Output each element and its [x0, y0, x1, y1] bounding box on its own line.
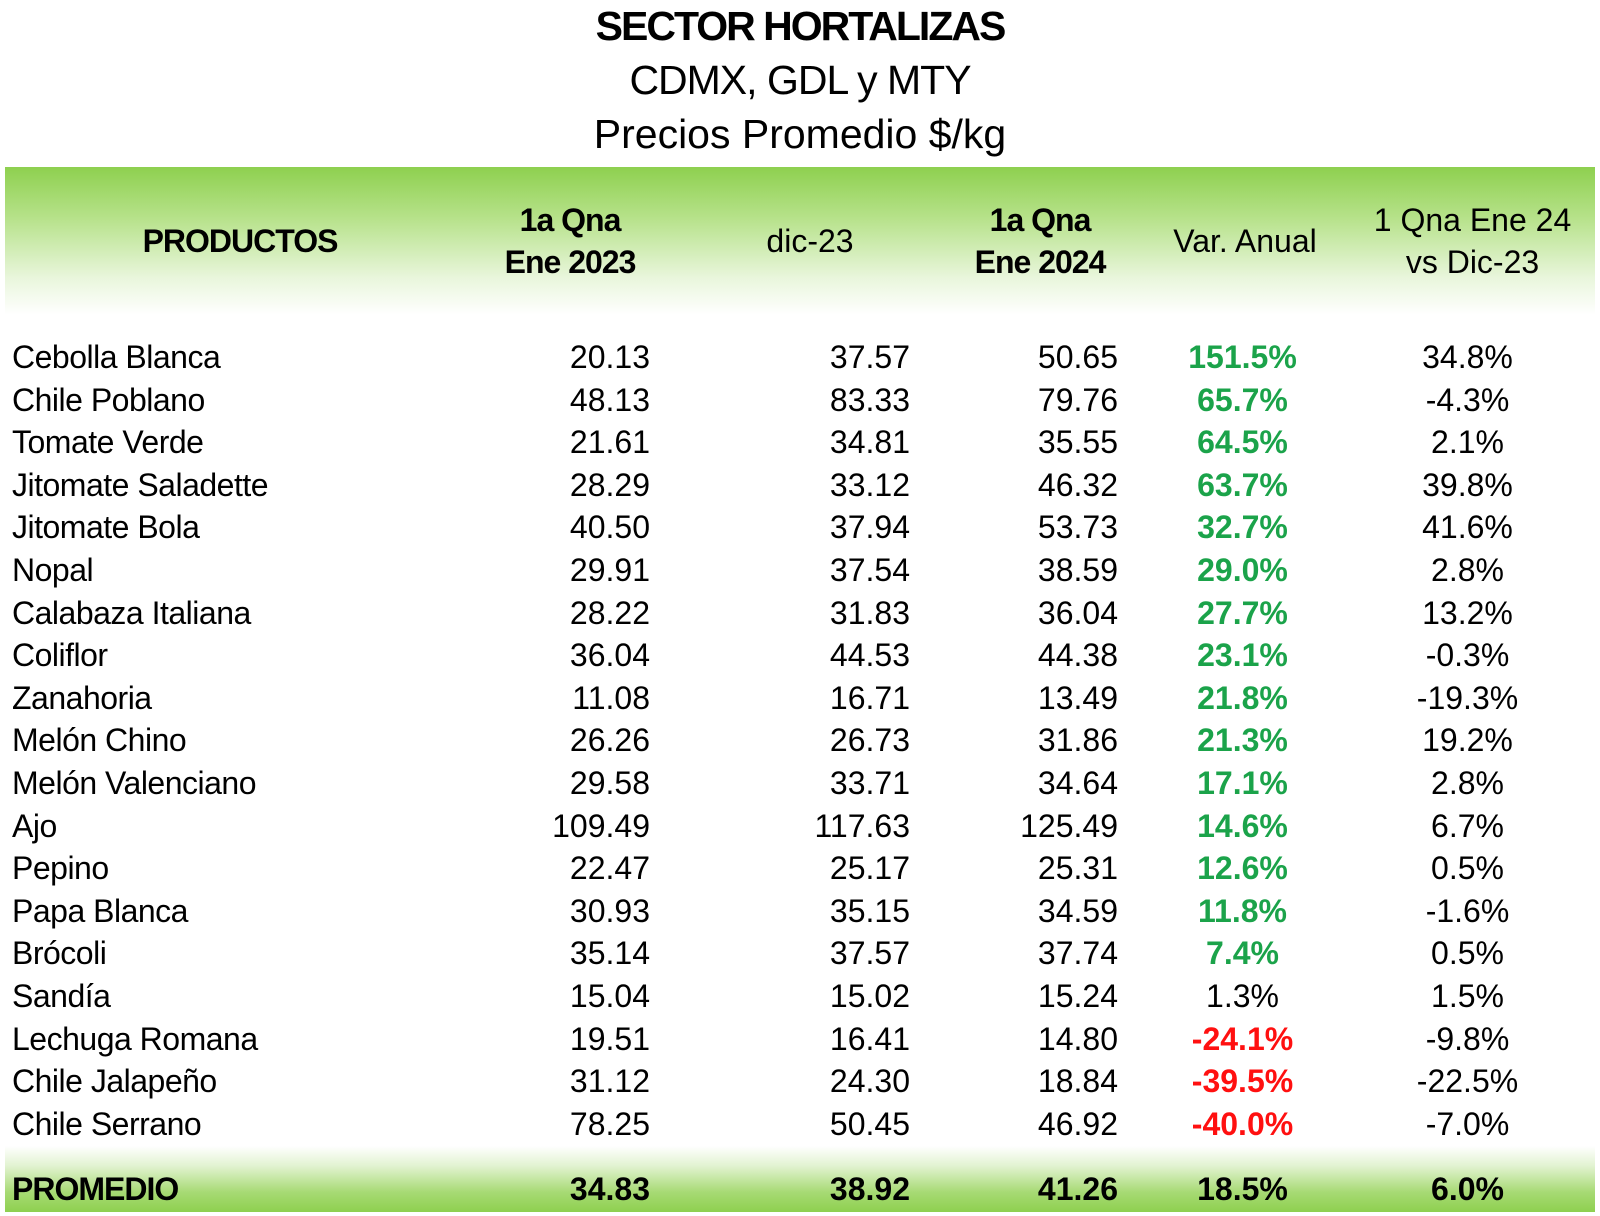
cell-ene-2023: 29.91	[569, 551, 650, 588]
cell-dic-23: 44.53	[829, 637, 910, 674]
cell-dic-23: 25.17	[829, 850, 910, 887]
cell-var-dic: 0.5%	[1431, 850, 1504, 887]
cell-ene-2024: 35.55	[1037, 424, 1118, 461]
header-var-dic-line2: vs Dic-23	[1405, 244, 1540, 280]
header-ene-2023	[470, 201, 670, 281]
table-header	[5, 167, 1595, 315]
cell-ene-2023: 109.49	[552, 807, 650, 844]
cell-producto: Zanahoria	[12, 679, 152, 716]
cell-dic-23: 31.83	[829, 594, 910, 631]
cell-dic-23: 26.73	[829, 722, 910, 759]
cell-ene-2024: 34.64	[1037, 764, 1118, 801]
cell-var-anual: 12.6%	[1197, 850, 1288, 887]
cell-var-anual: 21.8%	[1197, 679, 1288, 716]
cell-var-anual: 21.3%	[1197, 722, 1288, 759]
cell-var-dic: 0.5%	[1431, 935, 1504, 972]
cell-producto: Brócoli	[12, 935, 107, 972]
cell-ene-2024: 36.04	[1037, 594, 1118, 631]
cell-dic-23: 16.41	[829, 1020, 910, 1057]
cell-ene-2023: 21.61	[569, 424, 650, 461]
cell-producto: Jitomate Saladette	[12, 466, 269, 503]
table-row	[0, 805, 1600, 848]
cell-ene-2024: 50.65	[1037, 339, 1118, 375]
table-row	[0, 634, 1600, 677]
cell-ene-2024: 38.59	[1037, 551, 1118, 588]
promedio-row	[0, 1168, 1600, 1210]
cell-var-dic: 39.8%	[1422, 466, 1513, 503]
cell-var-anual: 64.5%	[1197, 424, 1288, 461]
cell-ene-2024: 44.38	[1037, 637, 1118, 674]
cell-var-dic: 41.6%	[1422, 509, 1513, 546]
header-var-dic	[1350, 201, 1595, 281]
table-row	[0, 932, 1600, 975]
table-row	[0, 464, 1600, 507]
cell-producto: Calabaza Italiana	[12, 594, 251, 631]
cell-dic-23: 33.71	[829, 764, 910, 801]
cell-producto: Coliflor	[12, 637, 108, 674]
promedio-dic-23: 38.92	[829, 1171, 910, 1207]
cell-ene-2023: 11.08	[572, 679, 650, 716]
cell-var-anual: 14.6%	[1197, 807, 1288, 844]
header-ene-2023-line2: Ene 2023	[504, 244, 636, 280]
header-ene-2024	[940, 201, 1140, 281]
cell-ene-2023: 48.13	[569, 381, 650, 418]
cell-var-dic: -1.6%	[1425, 892, 1510, 929]
cell-var-anual: 27.7%	[1197, 594, 1288, 631]
cell-var-dic: 19.2%	[1422, 722, 1513, 759]
cell-var-dic: -19.3%	[1416, 679, 1519, 716]
cell-var-dic: 6.7%	[1431, 807, 1504, 844]
cell-ene-2024: 34.59	[1037, 892, 1118, 929]
cell-producto: Sandía	[12, 977, 111, 1014]
table-row	[0, 421, 1600, 464]
cell-dic-23: 37.54	[829, 551, 910, 588]
table-row	[0, 719, 1600, 762]
header-var-anual-label: Var. Anual	[1173, 223, 1317, 259]
cell-dic-23: 16.71	[829, 679, 910, 716]
cell-ene-2024: 46.92	[1037, 1105, 1118, 1142]
cell-producto: Papa Blanca	[12, 892, 188, 929]
cell-ene-2023: 29.58	[569, 764, 650, 801]
cell-producto: Tomate Verde	[12, 424, 204, 461]
cell-dic-23: 33.12	[829, 466, 910, 503]
cell-var-dic: -7.0%	[1425, 1105, 1510, 1142]
cell-var-dic: 2.8%	[1431, 551, 1504, 588]
cell-var-anual: 63.7%	[1197, 466, 1288, 503]
cell-var-anual: 32.7%	[1197, 509, 1288, 546]
cell-ene-2023: 31.12	[569, 1063, 650, 1100]
cell-dic-23: 50.45	[829, 1105, 910, 1142]
cell-var-dic: -22.5%	[1416, 1063, 1519, 1100]
cell-ene-2023: 20.13	[569, 339, 650, 375]
cell-ene-2024: 79.76	[1037, 381, 1118, 418]
cell-producto: Cebolla Blanca	[12, 339, 221, 375]
header-ene-2024-line1: 1a Qna	[989, 202, 1091, 238]
table-row	[0, 506, 1600, 549]
cell-producto: Nopal	[12, 551, 94, 588]
cell-ene-2023: 28.29	[569, 466, 650, 503]
cell-var-anual: 23.1%	[1197, 637, 1288, 674]
cell-ene-2024: 15.24	[1037, 977, 1118, 1014]
table-row	[0, 336, 1600, 379]
promedio-var-anual: 18.5%	[1197, 1171, 1288, 1207]
cell-ene-2023: 30.93	[569, 892, 650, 929]
table-row	[0, 1060, 1600, 1103]
cell-var-anual: -39.5%	[1191, 1063, 1294, 1100]
promedio-var-dic: 6.0%	[1431, 1171, 1504, 1207]
header-ene-2024-line2: Ene 2024	[974, 244, 1106, 280]
cell-var-dic: 13.2%	[1422, 594, 1513, 631]
cell-ene-2024: 14.80	[1037, 1020, 1118, 1057]
cell-var-anual: 29.0%	[1197, 551, 1288, 588]
table-row	[0, 890, 1600, 933]
cell-var-anual: 151.5%	[1188, 339, 1297, 375]
cell-producto: Chile Serrano	[12, 1105, 202, 1142]
cell-var-anual: 1.3%	[1206, 977, 1279, 1014]
cell-ene-2024: 18.84	[1037, 1063, 1118, 1100]
cell-ene-2024: 37.74	[1037, 935, 1118, 972]
cell-var-dic: -4.3%	[1425, 381, 1510, 418]
cell-ene-2023: 78.25	[569, 1105, 650, 1142]
cell-dic-23: 35.15	[829, 892, 910, 929]
table-row	[0, 549, 1600, 592]
cell-var-dic: 2.1%	[1431, 424, 1504, 461]
cell-producto: Melón Chino	[12, 722, 187, 759]
promedio-ene-2024: 41.26	[1037, 1171, 1118, 1207]
cell-dic-23: 24.30	[829, 1063, 910, 1100]
cell-ene-2024: 25.31	[1037, 850, 1118, 887]
cell-var-dic: 2.8%	[1431, 764, 1504, 801]
header-dic-23-label: dic-23	[766, 223, 854, 259]
promedio-label: PROMEDIO	[12, 1171, 179, 1207]
cell-ene-2024: 46.32	[1037, 466, 1118, 503]
table-row	[0, 762, 1600, 805]
cell-ene-2024: 13.49	[1037, 679, 1118, 716]
cell-ene-2024: 53.73	[1037, 509, 1118, 546]
cell-ene-2024: 125.49	[1020, 807, 1118, 844]
cell-var-dic: -0.3%	[1425, 637, 1510, 674]
cell-ene-2023: 22.47	[569, 850, 650, 887]
cell-producto: Melón Valenciano	[12, 764, 257, 801]
cell-ene-2023: 40.50	[569, 509, 650, 546]
cell-ene-2023: 35.14	[569, 935, 650, 972]
cell-producto: Lechuga Romana	[12, 1020, 258, 1057]
table-row	[0, 1103, 1600, 1146]
page-subtitle-cities: CDMX, GDL y MTY	[629, 57, 971, 103]
cell-ene-2024: 31.86	[1037, 722, 1118, 759]
cell-dic-23: 117.63	[814, 807, 910, 844]
cell-producto: Chile Poblano	[12, 381, 205, 418]
table-row	[0, 677, 1600, 720]
cell-var-dic: 1.5%	[1431, 977, 1504, 1014]
cell-ene-2023: 19.51	[569, 1020, 650, 1057]
page-title: SECTOR HORTALIZAS	[595, 3, 1005, 49]
cell-ene-2023: 26.26	[569, 722, 650, 759]
cell-var-anual: 7.4%	[1206, 935, 1279, 972]
cell-dic-23: 34.81	[829, 424, 910, 461]
cell-dic-23: 37.57	[829, 339, 910, 375]
cell-var-dic: 34.8%	[1422, 339, 1513, 375]
table-body	[0, 336, 1600, 1145]
cell-ene-2023: 36.04	[569, 637, 650, 674]
header-productos-label: PRODUCTOS	[142, 223, 338, 259]
cell-dic-23: 83.33	[829, 381, 910, 418]
table-row	[0, 592, 1600, 635]
header-dic-23	[705, 201, 915, 281]
header-productos	[5, 201, 475, 281]
cell-var-dic: -9.8%	[1425, 1020, 1510, 1057]
cell-var-anual: -40.0%	[1191, 1105, 1294, 1142]
table-row	[0, 847, 1600, 890]
cell-var-anual: 11.8%	[1198, 892, 1287, 929]
cell-producto: Jitomate Bola	[12, 509, 200, 546]
cell-var-anual: 17.1%	[1197, 764, 1288, 801]
cell-producto: Pepino	[12, 850, 109, 887]
cell-var-anual: -24.1%	[1191, 1020, 1294, 1057]
cell-dic-23: 37.94	[829, 509, 910, 546]
cell-ene-2023: 15.04	[569, 977, 650, 1014]
header-ene-2023-line1: 1a Qna	[519, 202, 621, 238]
cell-dic-23: 15.02	[829, 977, 910, 1014]
header-var-anual	[1140, 201, 1350, 281]
table-row	[0, 1018, 1600, 1061]
page-subtitle-prices: Precios Promedio $/kg	[593, 111, 1007, 157]
cell-dic-23: 37.57	[829, 935, 910, 972]
table-row	[0, 975, 1600, 1018]
promedio-ene-2023: 34.83	[569, 1171, 650, 1207]
cell-var-anual: 65.7%	[1197, 381, 1288, 418]
header-var-dic-line1: 1 Qna Ene 24	[1373, 202, 1572, 238]
cell-producto: Ajo	[12, 807, 57, 844]
table-row	[0, 379, 1600, 422]
cell-producto: Chile Jalapeño	[12, 1063, 217, 1100]
cell-ene-2023: 28.22	[569, 594, 650, 631]
